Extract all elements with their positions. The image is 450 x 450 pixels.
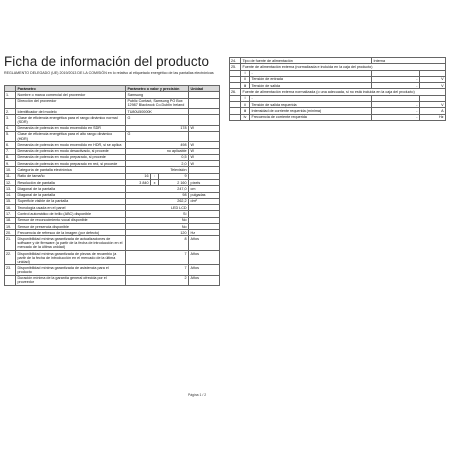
row-parameter: Frecuencia de refresco de la imagen (por defecto) [16, 230, 126, 236]
row-parameter: - [250, 95, 372, 101]
row-parameter: Ratio de tamaño [16, 173, 126, 179]
row-unit: Años [189, 236, 220, 250]
row-unit: Años [189, 275, 220, 285]
row-value-separator: x [151, 179, 159, 185]
page-number: Página 1 / 2 [188, 393, 207, 397]
row-unit: W [189, 142, 220, 148]
row-unit: Años [189, 265, 220, 275]
row-parameter: Diagonal de la pantalla [16, 192, 126, 198]
row-parameter: Disponibilidad mínima garantizada de piezas de recambio (a partir de la fecha de introducción en el mercado de la última unidad) [16, 250, 126, 264]
row-number: 19. [5, 223, 16, 229]
row-unit: W [189, 148, 220, 154]
row-number: 5. [5, 131, 16, 141]
row-unit: W [189, 125, 220, 131]
row-unit: W [189, 161, 220, 167]
row-number: 4. [5, 125, 16, 131]
header-param: Parámetro [16, 86, 126, 92]
row-value: - [372, 114, 420, 120]
row-number: 6. [5, 142, 16, 148]
row-sub-index: iii [241, 83, 250, 89]
row-parameter: Categoría de pantalla electrónica [16, 167, 126, 173]
header-value: Parámetro o valor y precisión [126, 86, 189, 92]
table-row [230, 114, 446, 120]
row-value: 498 [126, 142, 189, 148]
row-unit: V [420, 83, 446, 89]
row-parameter: Tipo de fuente de alimentación [241, 58, 372, 64]
row-unit: dm² [189, 198, 220, 204]
row-parameter: Nombre o marca comercial del proveedor [16, 92, 126, 98]
row-value: LED LCD [126, 205, 189, 211]
table-row [5, 115, 220, 125]
row-value: 98 [126, 192, 189, 198]
row-value: No [126, 217, 189, 223]
row-number: 2. [5, 108, 16, 114]
row-sub-index: iv [241, 114, 250, 120]
row-value: TU80U50000K [126, 108, 189, 114]
header-unit: Unidad [189, 86, 220, 92]
table-row [5, 131, 220, 141]
row-number: 21. [5, 236, 16, 250]
table-row [5, 265, 220, 275]
row-number [5, 98, 16, 108]
row-sub-index: i [241, 70, 250, 76]
row-value-part: 9 [159, 173, 189, 179]
row-parameter: Intensidad de corriente requerida (mínima) [250, 108, 372, 114]
row-parameter: Clase de eficiencia energética para el rango dinámico normal (SDR) [16, 115, 126, 125]
row-number: 26. [230, 89, 241, 95]
table-row [5, 275, 220, 285]
row-unit [189, 98, 220, 108]
row-parameter: Tecnología usada en el panel [16, 205, 126, 211]
row-number: 11. [5, 173, 16, 179]
row-number: 16. [5, 205, 16, 211]
row-unit: cm [189, 186, 220, 192]
row-value: 2,0 [126, 161, 189, 167]
row-number: 7. [5, 148, 16, 154]
row-parameter: Demanda de potencia en modo preparado en red, si procede [16, 161, 126, 167]
row-value: - [372, 108, 420, 114]
row-parameter: Demanda de potencia en modo encendido en HDR, si se aplica [16, 142, 126, 148]
row-value: 7 [126, 265, 189, 275]
row-number: 3. [5, 115, 16, 125]
row-value: Public Contact, Samsung PO Box 12987 Blackrock Co.Dublin Ireland [126, 98, 189, 108]
table-row [5, 98, 220, 108]
row-number: 13. [5, 186, 16, 192]
row-parameter: Superficie visible de la pantalla [16, 198, 126, 204]
row-number: 24. [230, 58, 241, 64]
row-value: 247,0 [126, 186, 189, 192]
row-value: 7 [126, 250, 189, 264]
row-sub-index: ii [241, 76, 250, 82]
row-number: 18. [5, 217, 16, 223]
row-sub-index: ii [241, 101, 250, 107]
row-unit: Hz [420, 114, 446, 120]
row-value-part: 16 [126, 173, 151, 179]
row-value: Interna [372, 58, 446, 64]
row-value: 262,2 [126, 198, 189, 204]
row-value: Televisión [126, 167, 189, 173]
row-parameter: Control automático de brillo (ABC) disponible [16, 211, 126, 217]
power-supply-table [229, 57, 446, 121]
row-unit [189, 131, 220, 141]
row-unit: Años [189, 250, 220, 264]
row-value: 8 [126, 236, 189, 250]
row-parameter: Frecuencia de corriente requerida [250, 114, 372, 120]
row-unit: pulgadas [189, 192, 220, 198]
row-parameter: Disponibilidad mínima garantizada de actualizaciones de software y de firmware (a partir de la fecha de introducción en el mercado de la última unidad) [16, 236, 126, 250]
row-value: - [372, 101, 420, 107]
row-value: no aplicable [126, 148, 189, 154]
row-parameter: Sensor de reconocimiento vocal disponible [16, 217, 126, 223]
row-value: G [126, 115, 189, 125]
row-number: 22. [5, 250, 16, 264]
row-parameter: Demanda de potencia en modo desactivado, si procede [16, 148, 126, 154]
row-unit: V [420, 76, 446, 82]
row-value: Samsung [126, 92, 189, 98]
product-info-table [4, 85, 220, 286]
row-parameter: - [250, 70, 372, 76]
row-value-part: 2 160 [159, 179, 189, 185]
row-unit: A [420, 108, 446, 114]
row-value-separator: : [151, 173, 159, 179]
row-sub-index: iii [241, 108, 250, 114]
row-parameter: Tensión de entrada [250, 76, 372, 82]
row-value: - [372, 83, 420, 89]
row-value-part: 3 840 [126, 179, 151, 185]
row-number: 17. [5, 211, 16, 217]
table-row [5, 250, 220, 264]
row-parameter: Diagonal de la pantalla [16, 186, 126, 192]
row-parameter: Tensión de salida requerida [250, 101, 372, 107]
row-parameter: Dirección del proveedor [16, 98, 126, 108]
row-parameter: Identificador del modelo [16, 108, 126, 114]
row-value: 0,5 [126, 154, 189, 160]
row-number [230, 114, 241, 120]
row-number: 23. [5, 265, 16, 275]
row-value: No [126, 223, 189, 229]
row-unit: V [420, 101, 446, 107]
row-number: 12. [5, 179, 16, 185]
regulation-text: REGLAMENTO DELEGADO (UE) 2019/2013 DE LA COMISIÓN en lo relativo al etiquetado energético de las pantallas electrónicas [4, 71, 214, 75]
row-number: 10. [5, 167, 16, 173]
row-number: 15. [5, 198, 16, 204]
row-parameter: Demanda de potencia en modo encendido en SDR [16, 125, 126, 131]
page-title: Ficha de información del producto [4, 54, 210, 69]
row-parameter: Disponibilidad mínima garantizada de asistencia para el producto [16, 265, 126, 275]
table-row [5, 236, 220, 250]
row-number: 20. [5, 230, 16, 236]
row-number: 1. [5, 92, 16, 98]
row-parameter: Tensión de salida [250, 83, 372, 89]
row-number: 9. [5, 161, 16, 167]
row-value: 178 [126, 125, 189, 131]
row-unit: píxels [189, 179, 220, 185]
row-number: 14. [5, 192, 16, 198]
row-value: 120 [126, 230, 189, 236]
row-value: Sí [126, 211, 189, 217]
row-value: - [372, 76, 420, 82]
row-unit: W [189, 154, 220, 160]
row-parameter: Sensor de presencia disponible [16, 223, 126, 229]
row-number [5, 275, 16, 285]
row-parameter: Demanda de potencia en modo preparado, si procede [16, 154, 126, 160]
row-parameter: Duración mínima de la garantía general ofrecida por el proveedor [16, 275, 126, 285]
row-parameter: Fuente de alimentación externa normalizada (o una adecuada, si no está incluida en la caja del producto) [241, 89, 446, 95]
row-parameter: Resolución de pantalla [16, 179, 126, 185]
row-number: 8. [5, 154, 16, 160]
row-number: 25. [230, 64, 241, 70]
row-parameter: Clase de eficiencia energética para el alto rango dinámico (HDR) [16, 131, 126, 141]
row-unit: Hz [189, 230, 220, 236]
row-sub-index: i [241, 95, 250, 101]
row-value: 2 [126, 275, 189, 285]
row-parameter: Fuente de alimentación externa (normalizada e incluida en la caja del producto) [241, 64, 446, 70]
row-value: G [126, 131, 189, 141]
row-unit [189, 115, 220, 125]
